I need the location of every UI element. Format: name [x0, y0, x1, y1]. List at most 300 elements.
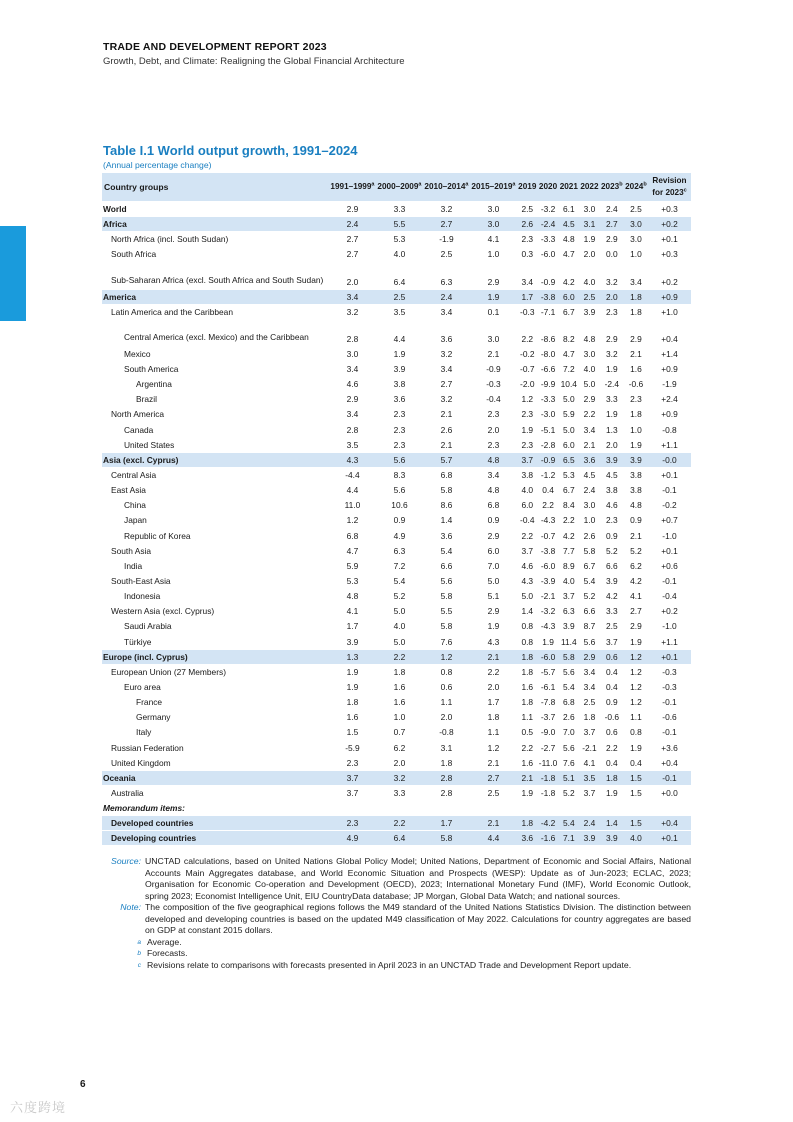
table-cell: 1.9 — [376, 346, 423, 361]
table-cell: -3.0 — [538, 407, 559, 422]
table-row — [102, 634, 691, 649]
source-label: Source: — [111, 856, 141, 866]
table-cell: -3.3 — [538, 232, 559, 247]
table-cell: 1.0 — [579, 513, 600, 528]
table-cell: 8.2 — [558, 319, 579, 346]
table-cell: 10.6 — [376, 498, 423, 513]
table-cell: 1.2 — [624, 679, 648, 694]
table-cell: 7.7 — [558, 543, 579, 558]
table-cell: 4.7 — [558, 247, 579, 262]
table-cell: 2.3 — [470, 407, 517, 422]
table-body — [102, 202, 691, 846]
table-row — [102, 558, 691, 573]
table-cell: 5.9 — [558, 407, 579, 422]
row-label: Memorandum items: — [102, 801, 691, 816]
table-row — [102, 361, 691, 376]
table-cell: 4.7 — [329, 543, 376, 558]
table-cell: 2.3 — [376, 407, 423, 422]
table-cell: 3.0 — [624, 232, 648, 247]
table-cell: 2.5 — [624, 202, 648, 217]
table-cell: -0.8 — [648, 422, 691, 437]
table-cell: 5.6 — [423, 573, 470, 588]
table-cell: +0.2 — [648, 262, 691, 289]
table-cell: 8.6 — [423, 498, 470, 513]
table-cell: 4.6 — [329, 377, 376, 392]
table-cell: 5.2 — [376, 589, 423, 604]
row-label: Latin America and the Caribbean — [102, 304, 329, 319]
row-label: Argentina — [102, 377, 329, 392]
table-cell: -2.7 — [538, 740, 559, 755]
table-cell: 6.7 — [558, 483, 579, 498]
table-cell: 4.3 — [517, 573, 538, 588]
table-cell: 3.7 — [558, 589, 579, 604]
table-cell: 1.1 — [423, 695, 470, 710]
table-cell: 2.2 — [538, 498, 559, 513]
row-label: Asia (excl. Cyprus) — [102, 452, 329, 467]
table-cell: 2.3 — [600, 513, 624, 528]
table-cell: 2.2 — [517, 319, 538, 346]
table-cell: 1.6 — [376, 695, 423, 710]
table-cell: 5.6 — [558, 740, 579, 755]
table-cell: +3.6 — [648, 740, 691, 755]
row-label: Republic of Korea — [102, 528, 329, 543]
table-cell: -8.6 — [538, 319, 559, 346]
table-cell: 1.7 — [517, 289, 538, 304]
table-cell: 6.5 — [558, 452, 579, 467]
table-cell: 6.2 — [624, 558, 648, 573]
table-cell: 3.0 — [329, 346, 376, 361]
table-cell: 2.9 — [600, 232, 624, 247]
table-cell: -1.0 — [648, 619, 691, 634]
table-cell: 2.7 — [423, 377, 470, 392]
table-row — [102, 679, 691, 694]
row-label: Russian Federation — [102, 740, 329, 755]
table-cell: 2.3 — [517, 232, 538, 247]
table-cell: 5.0 — [517, 589, 538, 604]
column-header — [376, 173, 423, 202]
table-cell: 1.7 — [423, 816, 470, 831]
table-cell: 2.4 — [329, 217, 376, 232]
table-cell: 1.4 — [517, 604, 538, 619]
table-cell: 4.2 — [624, 573, 648, 588]
table-cell: 2.4 — [600, 202, 624, 217]
row-label: South America — [102, 361, 329, 376]
table-cell: 1.8 — [376, 664, 423, 679]
table-cell: 1.6 — [517, 679, 538, 694]
table-cell: 2.7 — [329, 232, 376, 247]
table-cell: -0.4 — [517, 513, 538, 528]
table-cell: 1.3 — [329, 649, 376, 664]
table-cell: 1.9 — [600, 407, 624, 422]
table-cell: 2.0 — [600, 437, 624, 452]
table-cell: 1.9 — [470, 619, 517, 634]
table-cell: -0.3 — [517, 304, 538, 319]
table-cell: 1.9 — [624, 634, 648, 649]
table-row — [102, 217, 691, 232]
table-cell: 3.4 — [579, 422, 600, 437]
table-cell: 2.1 — [579, 437, 600, 452]
table-cell: 2.0 — [470, 422, 517, 437]
table-cell: 5.8 — [423, 831, 470, 846]
table-cell: 3.9 — [329, 634, 376, 649]
table-cell: 5.1 — [470, 589, 517, 604]
table-cell: 2.3 — [517, 437, 538, 452]
table-cell: 7.2 — [376, 558, 423, 573]
table-cell: -0.0 — [648, 452, 691, 467]
table-cell: 3.9 — [558, 619, 579, 634]
table-cell: 1.8 — [624, 407, 648, 422]
table-cell: 1.0 — [624, 422, 648, 437]
table-cell: +0.3 — [648, 202, 691, 217]
table-cell: 3.2 — [329, 304, 376, 319]
table-cell: -0.8 — [423, 725, 470, 740]
table-cell: 3.4 — [517, 262, 538, 289]
row-label: United Kingdom — [102, 755, 329, 770]
table-cell: +0.6 — [648, 558, 691, 573]
table-cell: 3.2 — [423, 392, 470, 407]
table-row — [102, 422, 691, 437]
table-cell: -1.2 — [538, 467, 559, 482]
row-label: Africa — [102, 217, 329, 232]
table-cell: 4.5 — [600, 467, 624, 482]
table-cell: 2.9 — [624, 319, 648, 346]
table-cell: 2.8 — [423, 770, 470, 785]
table-cell: 6.8 — [423, 467, 470, 482]
chapter-tab-marker — [0, 226, 26, 321]
table-row — [102, 392, 691, 407]
table-cell: 1.4 — [423, 513, 470, 528]
table-cell: 1.0 — [624, 247, 648, 262]
table-cell: 3.7 — [579, 725, 600, 740]
row-label: South Africa — [102, 247, 329, 262]
table-cell: -2.8 — [538, 437, 559, 452]
table-cell: 2.4 — [579, 816, 600, 831]
table-cell: -0.6 — [648, 710, 691, 725]
table-cell: -1.0 — [648, 528, 691, 543]
table-cell: -0.6 — [600, 710, 624, 725]
table-cell: 0.4 — [600, 755, 624, 770]
source-text: UNCTAD calculations, based on United Nations Global Policy Model; United Nations, Department of Economic and Social Affairs, National Accounts Main Aggregates database, and World Economic Situation and Prospects (WESP): Update as of Jun-2023; ECLAC, 2023; Organisation for Economic Co-operation and Development (OECD), 2023; International Monetary Fund (IMF), World Economic Outlook, spring 2023; Economist Intelligence Unit, EIU CountryData database; JP Morgan, Global Data Watch; and national sources. — [145, 856, 691, 901]
table-cell: +1.1 — [648, 437, 691, 452]
table-cell: 1.3 — [600, 422, 624, 437]
row-label: Canada — [102, 422, 329, 437]
row-label: Australia — [102, 785, 329, 800]
table-row — [102, 604, 691, 619]
column-header — [579, 173, 600, 202]
table-cell: -2.1 — [579, 740, 600, 755]
table-cell: 3.0 — [579, 202, 600, 217]
table-cell: 2.5 — [579, 289, 600, 304]
table-cell: 10.4 — [558, 377, 579, 392]
table-cell: 1.9 — [329, 664, 376, 679]
table-cell: 2.7 — [624, 604, 648, 619]
column-header-text: 2015–2019 — [471, 182, 513, 191]
table-cell: +0.1 — [648, 467, 691, 482]
table-row — [102, 573, 691, 588]
table-cell: -0.3 — [648, 679, 691, 694]
row-label: Italy — [102, 725, 329, 740]
table-cell: +0.7 — [648, 513, 691, 528]
table-row — [102, 785, 691, 800]
table-cell: 3.5 — [329, 437, 376, 452]
table-cell: -6.0 — [538, 649, 559, 664]
row-label: Sub-Saharan Africa (excl. South Africa and South Sudan) — [102, 262, 329, 289]
table-cell: 2.0 — [579, 247, 600, 262]
table-cell: 3.5 — [579, 770, 600, 785]
table-row — [102, 377, 691, 392]
row-label: China — [102, 498, 329, 513]
table-cell: 2.1 — [470, 649, 517, 664]
table-cell: 2.1 — [470, 816, 517, 831]
table-cell: 4.1 — [579, 755, 600, 770]
table-cell: -6.1 — [538, 679, 559, 694]
table-cell: 7.6 — [423, 634, 470, 649]
table-cell: 5.4 — [579, 573, 600, 588]
column-superscript: a — [418, 181, 422, 188]
table-cell: 1.1 — [517, 710, 538, 725]
table-cell: 4.0 — [517, 483, 538, 498]
table-row — [102, 232, 691, 247]
column-superscript: b — [643, 181, 647, 188]
table-cell: 5.6 — [579, 634, 600, 649]
table-cell: 11.0 — [329, 498, 376, 513]
table-cell: +0.9 — [648, 289, 691, 304]
table-cell: 6.4 — [376, 262, 423, 289]
table-cell: 2.5 — [423, 247, 470, 262]
table-cell: 2.5 — [376, 289, 423, 304]
table-row — [102, 589, 691, 604]
table-cell: -6.0 — [538, 558, 559, 573]
row-label: America — [102, 289, 329, 304]
table-cell: 4.0 — [579, 262, 600, 289]
table-cell: 2.9 — [329, 202, 376, 217]
table-cell: 5.6 — [376, 483, 423, 498]
table-cell: -3.8 — [538, 289, 559, 304]
table-cell: 5.5 — [376, 217, 423, 232]
table-cell: 2.1 — [517, 770, 538, 785]
table-cell: 4.2 — [558, 528, 579, 543]
column-header-text: 2024 — [625, 182, 644, 191]
table-cell: 7.0 — [558, 725, 579, 740]
table-cell: 4.6 — [600, 498, 624, 513]
table-cell: 5.4 — [558, 816, 579, 831]
table-cell: 5.0 — [470, 573, 517, 588]
table-cell: 5.0 — [376, 634, 423, 649]
table-cell: 5.8 — [558, 649, 579, 664]
table-cell: 1.9 — [517, 422, 538, 437]
table-cell: +0.2 — [648, 217, 691, 232]
table-cell: 3.4 — [423, 304, 470, 319]
column-header — [558, 173, 579, 202]
table-row — [102, 664, 691, 679]
table-row — [102, 528, 691, 543]
table-cell: -0.1 — [648, 573, 691, 588]
table-cell: +0.2 — [648, 604, 691, 619]
table-cell: +0.9 — [648, 407, 691, 422]
table-cell: 3.2 — [423, 346, 470, 361]
table-cell: 1.9 — [624, 437, 648, 452]
table-cell: 1.8 — [624, 304, 648, 319]
table-cell: 2.6 — [558, 710, 579, 725]
table-cell: 0.8 — [517, 619, 538, 634]
table-cell: 6.7 — [579, 558, 600, 573]
row-label: North America — [102, 407, 329, 422]
table-cell: 4.8 — [470, 483, 517, 498]
table-cell: 3.4 — [329, 289, 376, 304]
table-cell: 4.0 — [376, 247, 423, 262]
table-cell: 0.8 — [517, 634, 538, 649]
table-cell: 1.2 — [423, 649, 470, 664]
column-header — [624, 173, 648, 202]
table-cell: 0.9 — [600, 695, 624, 710]
table-cell: 4.8 — [558, 232, 579, 247]
table-cell: 8.3 — [376, 467, 423, 482]
row-label: Germany — [102, 710, 329, 725]
table-cell: 1.7 — [470, 695, 517, 710]
table-cell: 1.9 — [517, 785, 538, 800]
column-header-text: 1991–1999 — [330, 182, 372, 191]
table-cell: 2.8 — [329, 422, 376, 437]
table-cell: 2.9 — [329, 392, 376, 407]
table-cell: 1.8 — [517, 664, 538, 679]
table-cell: 5.8 — [423, 483, 470, 498]
table-cell: 1.2 — [624, 664, 648, 679]
table-cell: 3.9 — [624, 452, 648, 467]
table-cell: 2.1 — [470, 346, 517, 361]
table-cell: 2.2 — [558, 513, 579, 528]
table-cell: 1.9 — [600, 785, 624, 800]
footnote-text: Revisions relate to comparisons with forecasts presented in April 2023 in an UNCTAD Trade and Development Report update. — [147, 959, 632, 970]
table-cell: 6.8 — [470, 498, 517, 513]
table-cell: -3.2 — [538, 202, 559, 217]
row-label: Developed countries — [102, 816, 329, 831]
column-superscript: a — [512, 181, 516, 188]
table-cell: -0.7 — [517, 361, 538, 376]
table-cell: 6.6 — [600, 558, 624, 573]
row-label: World — [102, 202, 329, 217]
table-cell: -7.1 — [538, 304, 559, 319]
table-cell: -5.9 — [329, 740, 376, 755]
table-cell: 4.4 — [329, 483, 376, 498]
table-cell: 0.4 — [624, 755, 648, 770]
table-cell: 1.8 — [470, 710, 517, 725]
table-cell: -0.1 — [648, 483, 691, 498]
table-cell: 2.0 — [600, 289, 624, 304]
table-cell: +0.4 — [648, 755, 691, 770]
table-row — [102, 289, 691, 304]
table-cell: 3.4 — [329, 361, 376, 376]
table-cell: 3.6 — [423, 528, 470, 543]
footnote-key: b — [137, 950, 141, 957]
note-label: Note: — [120, 902, 141, 912]
table-row — [102, 202, 691, 217]
row-label: Japan — [102, 513, 329, 528]
table-cell: -4.3 — [538, 513, 559, 528]
table-cell: 5.6 — [558, 664, 579, 679]
table-cell: 4.8 — [624, 498, 648, 513]
table-cell: 3.8 — [600, 483, 624, 498]
table-cell: -0.9 — [538, 262, 559, 289]
table-cell: 5.8 — [423, 589, 470, 604]
table-cell: 2.6 — [579, 528, 600, 543]
table-cell: 2.3 — [329, 816, 376, 831]
table-row — [102, 452, 691, 467]
table-cell: 1.5 — [624, 785, 648, 800]
table-cell: 1.2 — [517, 392, 538, 407]
table-cell: 7.2 — [558, 361, 579, 376]
table-title: Table I.1 World output growth, 1991–2024 — [103, 143, 358, 158]
table-cell: -5.1 — [538, 422, 559, 437]
table-cell: 1.2 — [624, 649, 648, 664]
row-label: Mexico — [102, 346, 329, 361]
column-header-text: Country groups — [104, 182, 169, 192]
table-cell: 4.2 — [558, 262, 579, 289]
table-cell: 1.8 — [624, 289, 648, 304]
table-cell: 5.2 — [624, 543, 648, 558]
table-cell: 4.5 — [558, 217, 579, 232]
table-cell: +0.3 — [648, 247, 691, 262]
table-cell: -7.8 — [538, 695, 559, 710]
table-cell: 1.8 — [329, 695, 376, 710]
table-cell: 8.7 — [579, 619, 600, 634]
table-cell: 2.1 — [423, 407, 470, 422]
table-row — [102, 513, 691, 528]
table-cell: 5.8 — [579, 543, 600, 558]
table-cell: 2.2 — [376, 816, 423, 831]
table-row — [102, 831, 691, 846]
table-cell: 2.4 — [579, 483, 600, 498]
table-cell: 1.8 — [517, 816, 538, 831]
table-row — [102, 770, 691, 785]
table-cell: -6.6 — [538, 361, 559, 376]
footnote-text: Forecasts. — [147, 948, 188, 958]
table-cell: 4.1 — [470, 232, 517, 247]
table-cell: 3.1 — [579, 217, 600, 232]
table-cell: 6.6 — [423, 558, 470, 573]
table-cell: 1.9 — [624, 740, 648, 755]
row-label: South Asia — [102, 543, 329, 558]
table-cell: 2.5 — [600, 619, 624, 634]
table-cell: 1.8 — [517, 695, 538, 710]
table-cell: 1.8 — [579, 710, 600, 725]
column-header-text: 2021 — [559, 182, 578, 191]
table-cell: 2.6 — [517, 217, 538, 232]
footnote-a — [103, 937, 691, 949]
table-cell: 2.9 — [579, 649, 600, 664]
table-cell: 6.6 — [579, 604, 600, 619]
table-cell: 6.0 — [558, 437, 579, 452]
column-header-country-groups — [102, 173, 329, 202]
table-cell: 1.2 — [470, 740, 517, 755]
table-cell: 7.6 — [558, 755, 579, 770]
table-cell: 4.2 — [600, 589, 624, 604]
table-row — [102, 740, 691, 755]
table-cell: -0.6 — [624, 377, 648, 392]
table-cell: 3.9 — [600, 573, 624, 588]
world-output-table — [102, 173, 691, 846]
table-cell: -0.4 — [470, 392, 517, 407]
note-text: The composition of the five geographical regions follows the M49 standard of the United Nations Statistics Division. The distinction between developed and developing countries is based on the updated M49 classification of May 2022. Calculations for country aggregates are based on GDP at constant 2015 dollars. — [145, 902, 691, 935]
table-cell: 2.0 — [423, 710, 470, 725]
table-cell: 6.0 — [517, 498, 538, 513]
table-cell: 2.0 — [329, 262, 376, 289]
table-cell: 3.4 — [329, 407, 376, 422]
table-cell: 1.9 — [600, 361, 624, 376]
column-header — [517, 173, 538, 202]
table-cell: 3.0 — [579, 346, 600, 361]
table-cell: 0.6 — [600, 649, 624, 664]
table-cell: 1.8 — [423, 755, 470, 770]
